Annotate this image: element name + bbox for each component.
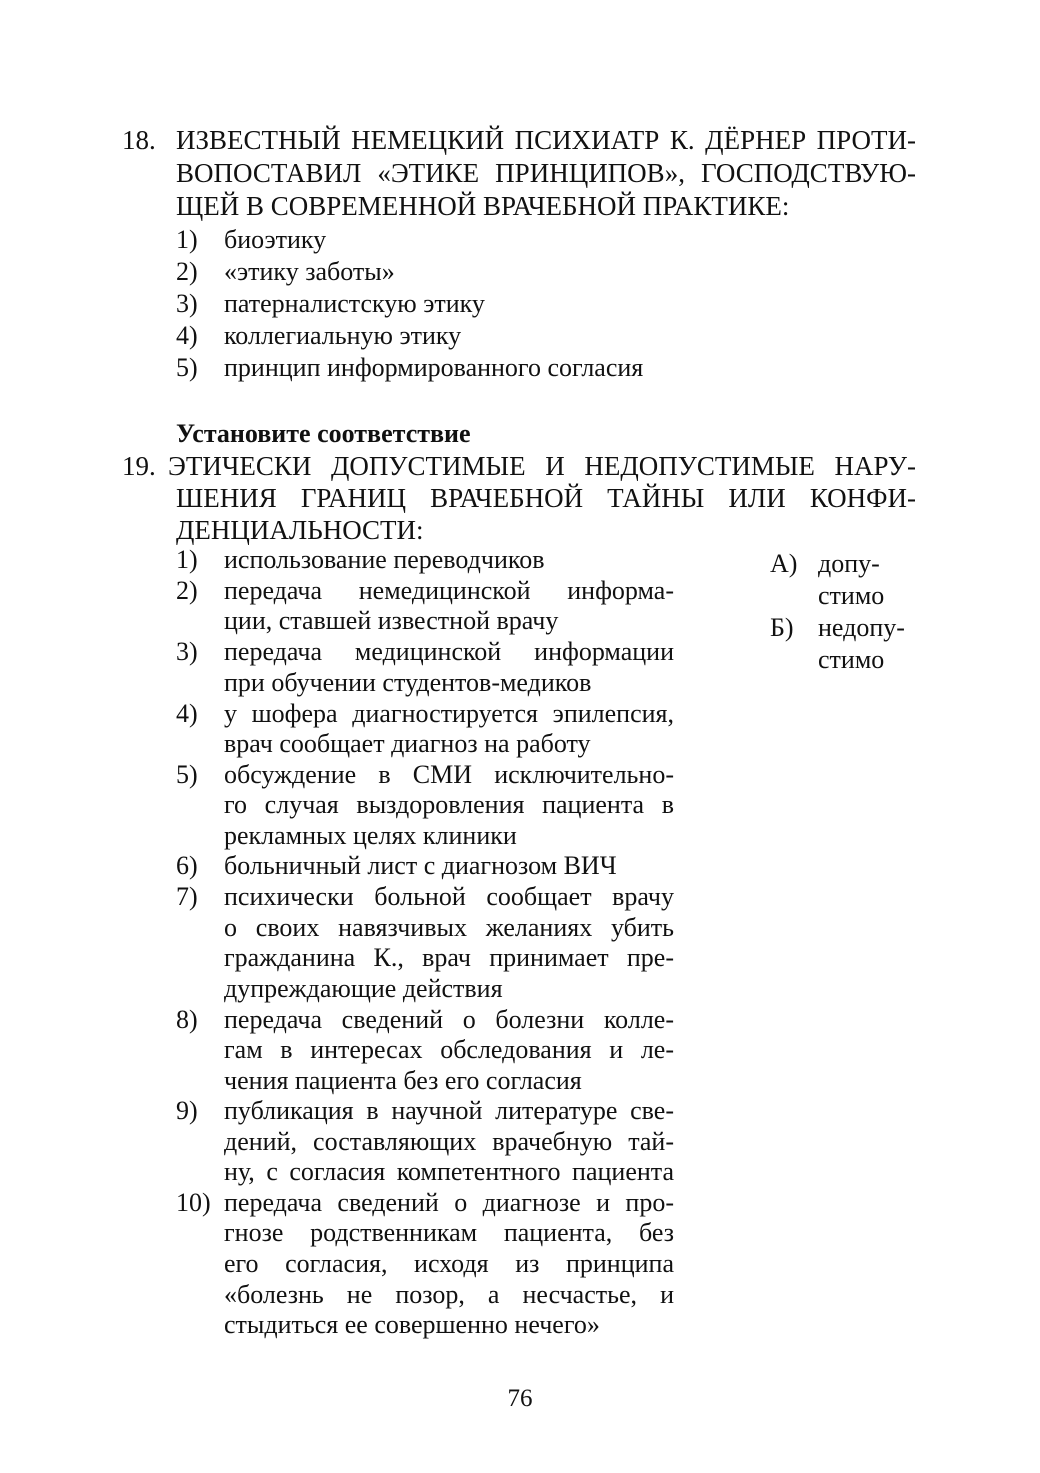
q19-item-8-line-3: чения пациента без его согласия — [224, 1066, 582, 1095]
page-number: 76 — [507, 1385, 533, 1412]
match-heading: Установите соответствие — [176, 419, 471, 448]
q18-option-3-text: патерналистскую этику — [224, 289, 485, 318]
question-18-line-1: ИЗВЕСТНЫЙ НЕМЕЦКИЙ ПСИХИАТР К. ДЁРНЕР ПРОТИ- — [176, 125, 916, 155]
q19-item-4-line-1: у шофера диагностируется эпилепсия, — [224, 699, 674, 728]
q19-item-5-line-1: обсуждение в СМИ исключительно- — [224, 760, 674, 789]
question-18-number: 18. — [122, 125, 156, 155]
q19-item-5-line-2: го случая выздоровления пациента в — [224, 790, 674, 819]
q19-item-4-number: 4) — [176, 699, 198, 728]
question-19-number: 19. — [122, 451, 156, 481]
q19-item-8-line-1: передача сведений о болезни колле- — [224, 1005, 674, 1034]
answer-b-line-1: недопу- — [818, 613, 905, 642]
q19-item-3-line-2: при обучении студентов-медиков — [224, 668, 592, 697]
q19-item-10-line-1: передача сведений о диагнозе и про- — [224, 1188, 674, 1217]
q19-item-1-number: 1) — [176, 545, 198, 574]
q19-item-7-line-2: о своих навязчивых желаниях убить — [224, 913, 674, 942]
q19-item-8-number: 8) — [176, 1005, 198, 1034]
q19-item-9-number: 9) — [176, 1096, 198, 1125]
q19-item-7-line-4: дупреждающие действия — [224, 974, 503, 1003]
answer-b-label: Б) — [770, 613, 794, 642]
q19-item-8-line-2: гам в интересах обследования и ле- — [224, 1035, 674, 1064]
answer-a-line-2: стимо — [818, 581, 885, 610]
q19-item-9-line-1: публикация в научной литературе све- — [224, 1096, 674, 1125]
q18-option-3-number: 3) — [176, 289, 198, 318]
question-19-line-1: ЭТИЧЕСКИ ДОПУСТИМЫЕ И НЕДОПУСТИМЫЕ НАРУ- — [168, 451, 916, 481]
q18-option-5-text: принцип информированного согласия — [224, 353, 644, 382]
q18-option-4-text: коллегиальную этику — [224, 321, 462, 350]
q19-item-2-line-2: ции, ставшей известной врачу — [224, 606, 559, 635]
q19-item-5-number: 5) — [176, 760, 198, 789]
question-19-line-2: ШЕНИЯ ГРАНИЦ ВРАЧЕБНОЙ ТАЙНЫ ИЛИ КОНФИ- — [176, 483, 916, 513]
q19-item-3-number: 3) — [176, 637, 198, 666]
q19-item-1-line-1: использование переводчиков — [224, 545, 545, 574]
q19-item-9-line-2: дений, составляющих врачебную тай- — [224, 1127, 674, 1156]
q19-item-10-line-3: его согласия, исходя из принципа — [224, 1249, 674, 1278]
q19-item-7-line-1: психически больной сообщает врачу — [224, 882, 674, 911]
q19-item-10-number: 10) — [176, 1188, 211, 1217]
q19-item-6-line-1: больничный лист с диагнозом ВИЧ — [224, 851, 617, 880]
q19-item-3-line-1: передача медицинской информации — [224, 637, 674, 666]
q18-option-5-number: 5) — [176, 353, 198, 382]
question-18-line-3: ЩЕЙ В СОВРЕМЕННОЙ ВРАЧЕБНОЙ ПРАКТИКЕ: — [176, 191, 790, 221]
q19-item-10-line-5: стыдиться ее совершенно нечего» — [224, 1310, 600, 1339]
q19-item-2-number: 2) — [176, 576, 198, 605]
q18-option-2-number: 2) — [176, 257, 198, 286]
answer-b-line-2: стимо — [818, 645, 885, 674]
q19-item-6-number: 6) — [176, 851, 198, 880]
q19-item-7-number: 7) — [176, 882, 198, 911]
q19-item-9-line-3: ну, с согласия компетентного пациента — [224, 1157, 674, 1186]
question-19-line-3: ДЕНЦИАЛЬНОСТИ: — [176, 515, 424, 545]
q19-item-4-line-2: врач сообщает диагноз на работу — [224, 729, 591, 758]
q19-item-5-line-3: рекламных целях клиники — [224, 821, 517, 850]
q19-item-10-line-4: «болезнь не позор, а несчастье, и — [224, 1280, 674, 1309]
answer-a-line-1: допу- — [818, 549, 880, 578]
q19-item-2-line-1: передача немедицинской информа- — [224, 576, 674, 605]
q18-option-1-text: биоэтику — [224, 225, 327, 254]
question-18-line-2: ВОПОСТАВИЛ «ЭТИКЕ ПРИНЦИПОВ», ГОСПОДСТВУЮ- — [176, 158, 916, 188]
answer-a-label: А) — [770, 549, 798, 578]
q18-option-4-number: 4) — [176, 321, 198, 350]
q18-option-1-number: 1) — [176, 225, 198, 254]
q18-option-2-text: «этику заботы» — [224, 257, 395, 286]
q19-item-10-line-2: гнозе родственникам пациента, без — [224, 1218, 674, 1247]
q19-item-7-line-3: гражданина К., врач принимает пре- — [224, 943, 674, 972]
